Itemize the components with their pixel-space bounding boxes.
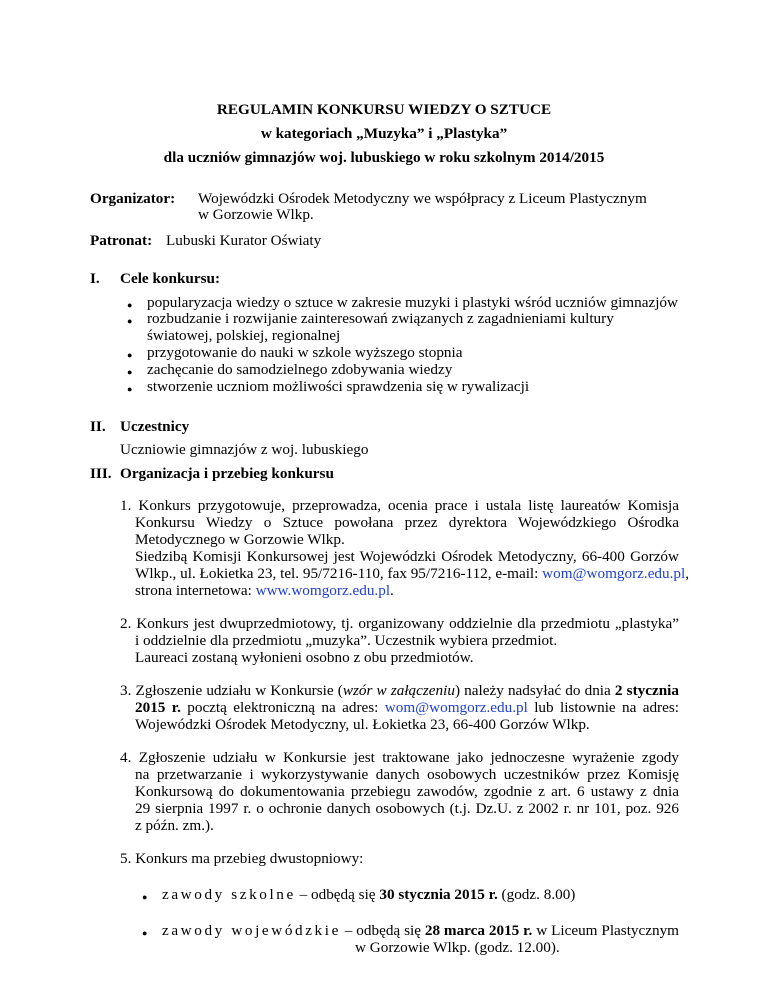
section-1-number: I. bbox=[90, 270, 100, 287]
contact-text: Wlkp., ul. Łokietka 23, tel. 95/7216-110, fax 95/7216-112, e-mail: bbox=[135, 565, 543, 582]
bullet-icon: ● bbox=[127, 384, 133, 394]
section-2-text: Uczniowie gimnazjów z woj. lubuskiego bbox=[120, 441, 369, 458]
bullet-icon: ● bbox=[142, 892, 148, 902]
stage-item-regional-continued: w Gorzowie Wlkp. (godz. 12.00). bbox=[355, 939, 560, 956]
paragraph-1-line: Siedzibą Komisji Konkursowej jest Wojewódzki Ośrodek Metodyczny, 66-400 Gorzów bbox=[135, 548, 679, 565]
organizer-label: Organizator: bbox=[90, 190, 176, 207]
stage-name: zawody szkolne bbox=[162, 886, 296, 903]
stage-name: zawody wojewódzkie bbox=[162, 922, 341, 939]
paragraph-2-line: Laureaci zostaną wyłonieni osobno z obu przedmiotów. bbox=[135, 649, 474, 666]
goal-item: zachęcanie do samodzielnego zdobywania wiedzy bbox=[147, 361, 453, 378]
paragraph-4-line: Konkursową do dokumentowania przebiegu zawodów, zgodnie z art. 6 ustawy z dnia bbox=[135, 783, 679, 800]
paragraph-1-line: Konkursu Wiedzy o Sztuce powołana przez dyrektora Wojewódzkiego Ośrodka bbox=[135, 514, 679, 531]
stage-item-school bbox=[162, 886, 575, 904]
section-1-heading: Cele konkursu: bbox=[120, 270, 221, 287]
website-link[interactable]: www.womgorz.edu.pl bbox=[255, 582, 391, 599]
stage-date: 30 stycznia 2015 r. bbox=[379, 886, 498, 903]
paragraph-3-line: Wojewódzki Ośrodek Metodyczny, ul. Łokietka 23, 66-400 Gorzów Wlkp. bbox=[135, 716, 590, 733]
paragraph-1-contact-line bbox=[135, 565, 689, 583]
section-2-number: II. bbox=[90, 418, 106, 435]
goal-item: rozbudzanie i rozwijanie zainteresowań związanych z zagadnieniami kultury bbox=[147, 310, 614, 327]
paragraph-3-line bbox=[120, 682, 679, 700]
bullet-icon: ● bbox=[127, 367, 133, 377]
patron-label: Patronat: bbox=[90, 232, 153, 249]
paragraph-3-line bbox=[135, 699, 679, 717]
paragraph-1-line: Metodycznego w Gorzowie Wlkp. bbox=[135, 531, 345, 548]
bullet-icon: ● bbox=[127, 316, 133, 326]
punctuation: . bbox=[390, 582, 394, 599]
organizer-text-line2: w Gorzowie Wlkp. bbox=[198, 206, 314, 223]
document-title-line2: w kategoriach „Muzyka” i „Plastyka” bbox=[260, 125, 508, 142]
deadline-year: 2015 r. bbox=[135, 699, 181, 716]
paragraph-1-line: 1. Konkurs przygotowuje, przeprowadza, ocenia prace i ustala listę laureatów Komisja bbox=[120, 497, 679, 514]
text: pocztą elektroniczną na adres: bbox=[180, 699, 385, 716]
paragraph-4-line: 29 sierpnia 1997 r. o ochronie danych osobowych (t.j. Dz.U. z 2002 r. nr 101, poz. 926 bbox=[135, 800, 679, 817]
paragraph-4-line: na przetwarzanie i wykorzystywanie danych osobowych uczestników przez Komisję bbox=[135, 766, 679, 783]
text: w Liceum Plastycznym bbox=[532, 922, 679, 939]
goal-item-continued: światowej, polskiej, regionalnej bbox=[147, 327, 341, 344]
section-3-number: III. bbox=[90, 465, 112, 482]
text: ) należy nadsyłać do dnia bbox=[454, 682, 615, 699]
text: lub listownie na adres: bbox=[527, 699, 679, 716]
email-link[interactable]: wom@womgorz.edu.pl bbox=[384, 699, 528, 716]
paragraph-4-line: 4. Zgłoszenie udziału w Konkursie jest traktowane jako jednoczesne wyrażenie zgody bbox=[120, 749, 679, 766]
paragraph-4-line: z późn. zm.). bbox=[135, 817, 214, 834]
goal-item: przygotowanie do nauki w szkole wyższego stopnia bbox=[147, 344, 463, 361]
stage-time: (godz. 8.00) bbox=[497, 886, 576, 903]
paragraph-1-website-line bbox=[135, 582, 394, 600]
document-title-line3: dla uczniów gimnazjów woj. lubuskiego w roku szkolnym 2014/2015 bbox=[163, 149, 605, 166]
email-link[interactable]: wom@womgorz.edu.pl bbox=[542, 565, 686, 582]
stage-item-regional bbox=[162, 922, 679, 940]
text: 3. Zgłoszenie udziału w Konkursie ( bbox=[120, 682, 343, 699]
section-3-heading: Organizacja i przebieg konkursu bbox=[120, 465, 334, 482]
organizer-text-line1: Wojewódzki Ośrodek Metodyczny we współpracy z Liceum Plastycznym bbox=[198, 190, 647, 207]
bullet-icon: ● bbox=[127, 350, 133, 360]
bullet-icon: ● bbox=[127, 300, 133, 310]
punctuation: , bbox=[685, 565, 690, 582]
patron-text: Lubuski Kurator Oświaty bbox=[166, 232, 322, 249]
bullet-icon: ● bbox=[142, 928, 148, 938]
deadline-date: 2 stycznia bbox=[614, 682, 679, 699]
section-2-heading: Uczestnicy bbox=[120, 418, 190, 435]
text: – odbędą się bbox=[295, 886, 380, 903]
goal-item: popularyzacja wiedzy o sztuce w zakresie muzyki i plastyki wśród uczniów gimnazjów bbox=[147, 294, 678, 311]
document-title-line1: REGULAMIN KONKURSU WIEDZY O SZTUCE bbox=[216, 101, 552, 118]
text: – odbędą się bbox=[340, 922, 425, 939]
website-label: strona internetowa: bbox=[135, 582, 256, 599]
stage-date: 28 marca 2015 r. bbox=[424, 922, 533, 939]
attachment-note: wzór w załączeniu bbox=[342, 682, 455, 699]
paragraph-5-line: 5. Konkurs ma przebieg dwustopniowy: bbox=[120, 850, 364, 867]
goal-item: stworzenie uczniom możliwości sprawdzenia się w rywalizacji bbox=[147, 378, 530, 395]
paragraph-2-line: 2. Konkurs jest dwuprzedmiotowy, tj. organizowany oddzielnie dla przedmiotu „plastyka” bbox=[120, 615, 679, 632]
paragraph-2-line: i oddzielnie dla przedmiotu „muzyka”. Uczestnik wybiera przedmiot. bbox=[135, 632, 558, 649]
